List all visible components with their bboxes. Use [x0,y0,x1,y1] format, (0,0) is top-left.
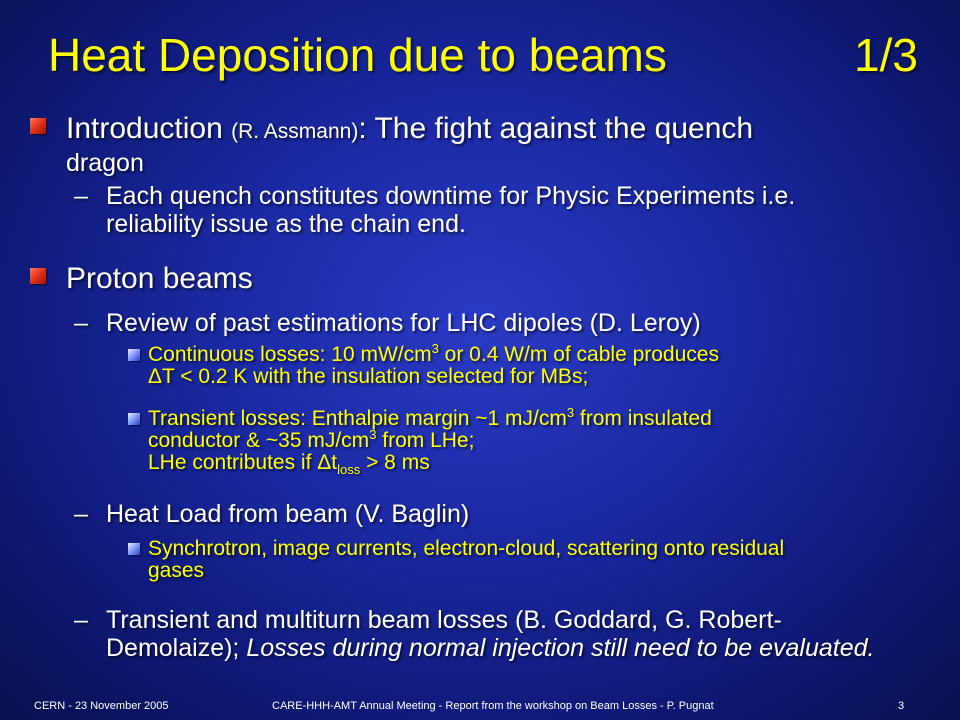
heat-author: (V. Baglin) [354,500,470,528]
intro-sub-dash: – [74,182,88,210]
continuous-losses-text: Continuous losses: 10 mW/cm [148,343,432,366]
blue-square-bullet-icon [128,413,140,425]
continuous-losses-item [148,341,928,388]
transient-losses-sup2: 3 [369,427,377,442]
review-item [106,309,936,337]
continuous-losses-line2: ΔT < 0.2 K with the insulation selected for MBs; [148,365,589,388]
transient-line2a: Demolaize); [106,634,240,662]
intro-heading [66,114,936,178]
synchrotron-line2: gases [148,559,205,582]
continuous-losses-text-b: or 0.4 W/m of cable produces [438,343,719,366]
transient-multiturn-item [106,606,936,662]
transient-losses-line2a: conductor & ~35 mJ/cm [148,429,370,452]
intro-rest: : The fight against the quench [358,112,754,145]
proton-heading: Proton beams [66,262,253,295]
intro-sub-line2: reliability issue as the chain end. [106,210,466,238]
intro-rest2: dragon [66,149,144,177]
intro-label: Introduction [66,112,223,145]
continuous-losses-sup: 3 [431,341,439,356]
transient-losses-sup: 3 [566,405,575,420]
heat-dash: – [74,500,88,528]
slide-title [48,28,918,82]
heat-load-item [106,500,936,528]
footer-center: CARE-HHH-AMT Annual Meeting - Report from the workshop on Beam Losses - P. Pugnat [272,700,714,712]
synchrotron-line1: Synchrotron, image currents, electron-cloud, scattering onto residual [148,537,785,560]
transient-line2b: Losses during normal injection still need to be evaluated. [246,634,875,662]
transient-losses-text: Transient losses: Enthalpie margin ~1 mJ/cm [148,407,567,430]
synchrotron-item [148,538,928,582]
title-text: Heat Deposition due to beams [48,29,667,81]
blue-square-bullet-icon [128,349,140,361]
footer-left: CERN - 23 November 2005 [34,700,169,712]
transient-dash: – [74,606,88,634]
review-author: (D. Leroy) [589,309,701,337]
transient-losses-line2b: from LHe; [376,429,475,452]
intro-sub-line1: Each quench constitutes downtime for Physic Experiments i.e. [106,182,796,210]
blue-square-bullet-icon [128,543,140,555]
red-square-bullet-icon [30,118,46,134]
title-page-part: 1/3 [854,29,918,81]
intro-author: (R. Assmann) [231,120,359,143]
heat-text: Heat Load from beam [106,500,348,528]
transient-text: Transient and multiturn beam losses [106,606,509,634]
transient-losses-line3a: LHe contributes if Δt [148,451,338,474]
transient-losses-item [148,405,928,478]
review-text: Review of past estimations for LHC dipoles [106,309,583,337]
footer-page-number: 3 [898,700,905,712]
intro-sub-item [106,182,936,238]
red-square-bullet-icon [30,268,46,284]
transient-losses-sub3: loss [337,462,361,478]
review-dash: – [74,309,88,337]
transient-author: (B. Goddard, G. Robert- [515,606,782,634]
transient-losses-line3b: > 8 ms [360,451,430,474]
transient-losses-text-b: from insulated [574,407,712,430]
